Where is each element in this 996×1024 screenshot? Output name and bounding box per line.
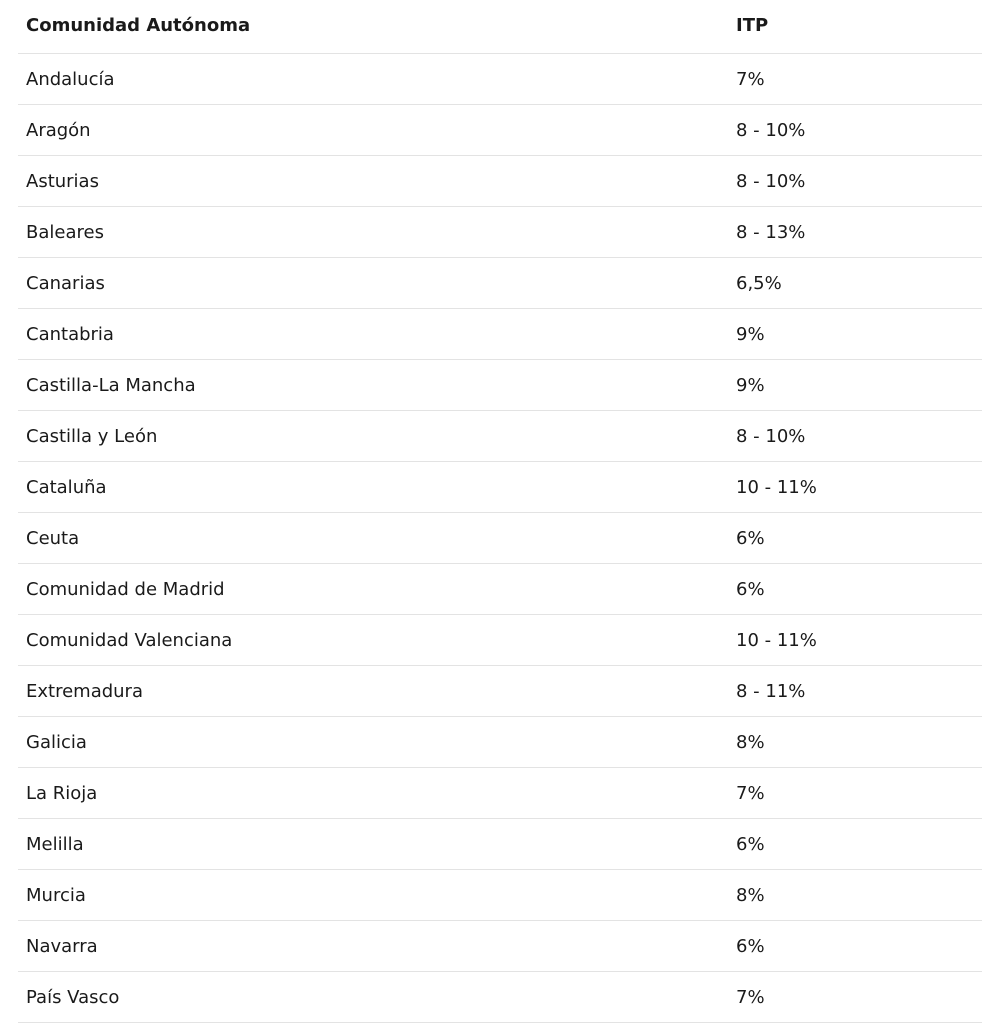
table-row: [18, 360, 982, 411]
table-row: [18, 513, 982, 564]
cell-itp: 10 - 11%: [728, 462, 982, 513]
table-row: [18, 564, 982, 615]
cell-itp: 8 - 10%: [728, 156, 982, 207]
table-row: [18, 819, 982, 870]
cell-itp: 8 - 10%: [728, 105, 982, 156]
cell-itp: 8%: [728, 870, 982, 921]
header-itp: ITP: [728, 0, 982, 54]
cell-itp: 6%: [728, 921, 982, 972]
cell-itp: 7%: [728, 768, 982, 819]
table-row: [18, 105, 982, 156]
cell-comunidad: Aragón: [18, 105, 728, 156]
header-comunidad: Comunidad Autónoma: [18, 0, 728, 54]
table-row: [18, 207, 982, 258]
cell-itp: 9%: [728, 360, 982, 411]
cell-comunidad: Galicia: [18, 717, 728, 768]
table-row: [18, 462, 982, 513]
cell-comunidad: Murcia: [18, 870, 728, 921]
table-row: [18, 870, 982, 921]
cell-comunidad: Comunidad Valenciana: [18, 615, 728, 666]
cell-itp: 8 - 10%: [728, 411, 982, 462]
cell-itp: 8 - 11%: [728, 666, 982, 717]
itp-table: [18, 0, 982, 1023]
cell-comunidad: Melilla: [18, 819, 728, 870]
cell-itp: 8 - 13%: [728, 207, 982, 258]
table-header: [18, 0, 982, 54]
cell-comunidad: Castilla-La Mancha: [18, 360, 728, 411]
cell-itp: 10 - 11%: [728, 615, 982, 666]
cell-comunidad: Cantabria: [18, 309, 728, 360]
cell-itp: 9%: [728, 309, 982, 360]
header-row: [18, 0, 982, 54]
table-row: [18, 258, 982, 309]
table-row: [18, 666, 982, 717]
cell-comunidad: Comunidad de Madrid: [18, 564, 728, 615]
table-row: [18, 54, 982, 105]
cell-itp: 6,5%: [728, 258, 982, 309]
table-row: [18, 972, 982, 1023]
cell-itp: 7%: [728, 54, 982, 105]
cell-itp: 7%: [728, 972, 982, 1023]
itp-table-container: [18, 0, 982, 1023]
cell-comunidad: Extremadura: [18, 666, 728, 717]
cell-itp: 8%: [728, 717, 982, 768]
cell-comunidad: Cataluña: [18, 462, 728, 513]
table-row: [18, 411, 982, 462]
cell-itp: 6%: [728, 564, 982, 615]
table-row: [18, 615, 982, 666]
cell-itp: 6%: [728, 819, 982, 870]
cell-comunidad: La Rioja: [18, 768, 728, 819]
cell-comunidad: Ceuta: [18, 513, 728, 564]
table-row: [18, 921, 982, 972]
cell-comunidad: Baleares: [18, 207, 728, 258]
cell-itp: 6%: [728, 513, 982, 564]
cell-comunidad: Asturias: [18, 156, 728, 207]
table-row: [18, 717, 982, 768]
cell-comunidad: País Vasco: [18, 972, 728, 1023]
table-row: [18, 156, 982, 207]
table-body: [18, 54, 982, 1023]
cell-comunidad: Andalucía: [18, 54, 728, 105]
table-row: [18, 768, 982, 819]
cell-comunidad: Navarra: [18, 921, 728, 972]
cell-comunidad: Canarias: [18, 258, 728, 309]
table-row: [18, 309, 982, 360]
cell-comunidad: Castilla y León: [18, 411, 728, 462]
